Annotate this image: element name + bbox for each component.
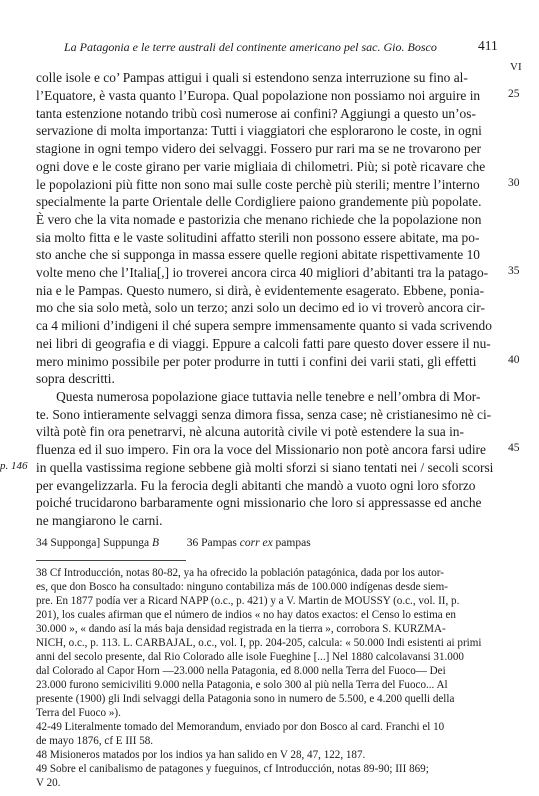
line-number: 30	[508, 176, 520, 189]
variant-correction-note: corr ex	[239, 537, 273, 550]
body-line: stagione in ogni tempo videro dei selvaggi. Fossero pur rari ma se ne trovarono per	[36, 141, 482, 157]
body-line: fluenza ed il suo impero. Fin ora la voce del Missionario non potè ancora farsi udire	[36, 442, 486, 458]
body-line: tanta estenzione notando tribù così numerose ai confini? Aggiungi a questo un’os-	[36, 105, 476, 121]
footnote-line: pre. En 1877 podía ver a Ricard NAPP (o.c., p. 421) y a V. Martin de MOUSSY (o.c., vol. II, p.	[36, 595, 460, 608]
body-line: le popolazioni più fitte non sono mai sulle coste perchè più sterili; mentre l’interno	[36, 176, 480, 192]
variant-number: 36	[186, 537, 199, 550]
footnote-line: 42-49 Literalmente tomado del Memorandum, enviado por don Bosco al card. Franchi el 10	[36, 720, 445, 733]
body-line: in quella vastissima regione sebbene già molti sforzi si siano tentati nei / secoli scorsi	[36, 459, 494, 475]
margin-page-reference: p. 146	[0, 459, 28, 472]
body-line: volte meno che l’Italia[,] io troverei ancora circa 40 migliori d’abitanti tra la patago-	[36, 265, 489, 281]
running-title: La Patagonia e le terre australi del continente americano pel sac. Gio. Bosco	[64, 40, 437, 54]
footnote-line: 30.000 », « dando así la más baja densidad registrada en la tierra », corrobora S. KURZMA-	[36, 623, 446, 635]
variant-reading: pampas	[275, 537, 311, 550]
variant-siglum: B	[151, 537, 159, 550]
footnote-line: anni del secolo presente, dal Rio Colorado alle isole Fueghine [...] Nel 1880 calcolavansi 31.000	[36, 650, 464, 663]
body-line: ca 4 milioni d’indigeni il ché supera sempre immensamente quanto si vada scrivendo	[36, 318, 492, 334]
line-number: 25	[508, 87, 520, 100]
line-number: 45	[508, 442, 520, 455]
variant-lemma: Pampas	[201, 537, 237, 550]
body-line: mo che sia solo metà, solo un terzo; anzi solo un decimo ed io vi troverò ancora cir-	[36, 300, 485, 316]
body-line: specialmente la parte Orientale delle Cordigliere paiono grandemente più popolate.	[36, 194, 482, 210]
variant-reading: Suppunga	[103, 537, 150, 550]
section-mark: VI	[510, 60, 522, 73]
body-line: viltà potè fin ora penetrarvi, nè alcuna autorità civile vi potè estendere la sua in-	[36, 424, 464, 440]
body-line: l’Equatore, è vasta quanto l’Europa. Qual popolazione non possiamo noi arguire in	[36, 87, 481, 103]
footnote-line: dal Colorado al Capor Horn —23.000 nella Patagonia, ed 8.000 nella Terra del Fuoco— Dei	[36, 664, 446, 677]
footnote-line: Terra del Fuoco »).	[36, 706, 121, 719]
footnote-line: 38 Cf Introducción, notas 80-82, ya ha ofrecido la población patagónica, dada por los autor-	[36, 567, 444, 580]
line-number: 35	[508, 265, 520, 278]
body-line: servazione di molta importanza: Tutti i viaggiatori che esplorarono le coste, in ogni	[36, 123, 482, 139]
footnote-divider	[36, 560, 186, 561]
body-line: nia e le Pampas. Questo numero, si dirà, è evidentemente esagerato. Ebbene, ponia-	[36, 282, 485, 298]
body-line: nei libri di geografia e di viaggi. Eppure a calcoli fatti pare questo dover essere il nu-	[36, 335, 491, 351]
body-line: colle isole e co’ Pampas attigui i quali si estendono senza interruzione su fino al-	[36, 70, 468, 86]
footnote-line: 201), los cuales afirman que el número de indios « no hay datos exactos: el Censo lo estima en	[36, 609, 456, 622]
body-line: ogni dove e le coste girano per varie migliaia di chilometri. Più; si potè ricavare che	[36, 158, 486, 174]
body-line: sopra descritti.	[36, 371, 115, 387]
page-number: 411	[478, 38, 498, 53]
body-line: Questa numerosa popolazione giace tuttavia nelle tenebre e nell’ombra di Mor-	[36, 389, 481, 405]
body-line: sia molto fitta e le vaste solitudini affatto sterili non possono essere abitate, ma po-	[36, 229, 480, 245]
body-line: per evangelizzarla. Fu la ferocia degli abitanti che mandò a vuoto ogni loro sforzo	[36, 477, 476, 493]
body-line: poiché trucidarono barbaramente ogni missionario che loro si appressasse ed anche	[36, 495, 482, 511]
footnote-line: presente (1900) gli Indi selvaggi della Patagonia sono in numero de 5.500, e 4.200 quelli della	[36, 692, 455, 705]
body-line: ne mangiarono le carni.	[36, 513, 163, 529]
body-line: È vero che la vita nomade e pastorizia che menano richiede che la popolazione non	[36, 211, 482, 227]
footnote-line: 23.000 furono semiciviliti 9.000 nella Patagonia, e solo 300 al più nella Terra del Fuoco... Al	[36, 678, 448, 691]
footnote-line: es, que don Bosco ha consultado: ninguno contabiliza más de 100.000 indígenas desde siem-	[36, 581, 448, 594]
footnote-line: V 20.	[36, 776, 61, 789]
body-line: mero minimo possibile per poter produrre in tutti i confini dei varii stati, gli effetti	[36, 353, 477, 369]
body-line: te. Sono intieramente selvaggi senza dimora fissa, senza case; nè cristianesimo nè ci-	[36, 406, 492, 422]
body-line: sto anche che si supponga in massa essere quelle regioni abitate rispettivamente 10	[36, 247, 480, 263]
footnote-line: 48 Misioneros matados por los indios ya han salido en V 28, 47, 122, 187.	[36, 748, 366, 761]
variant-lemma: Supponga]	[50, 537, 101, 550]
variant-number: 34	[36, 537, 48, 550]
critical-apparatus	[36, 537, 311, 549]
footnote-line: NICH, o.c., p. 113. L. CARBAJAL, o.c., vol. I, pp. 204-205, calcula: « 50.000 Indi esistenti ai primi	[36, 636, 482, 649]
footnote-line: de mayo 1876, cf E III 58.	[36, 734, 154, 747]
footnote-line: 49 Sobre el canibalismo de patagones y fueguinos, cf Introducción, notas 89-90; III 869;	[36, 762, 429, 775]
line-number: 40	[508, 353, 520, 366]
